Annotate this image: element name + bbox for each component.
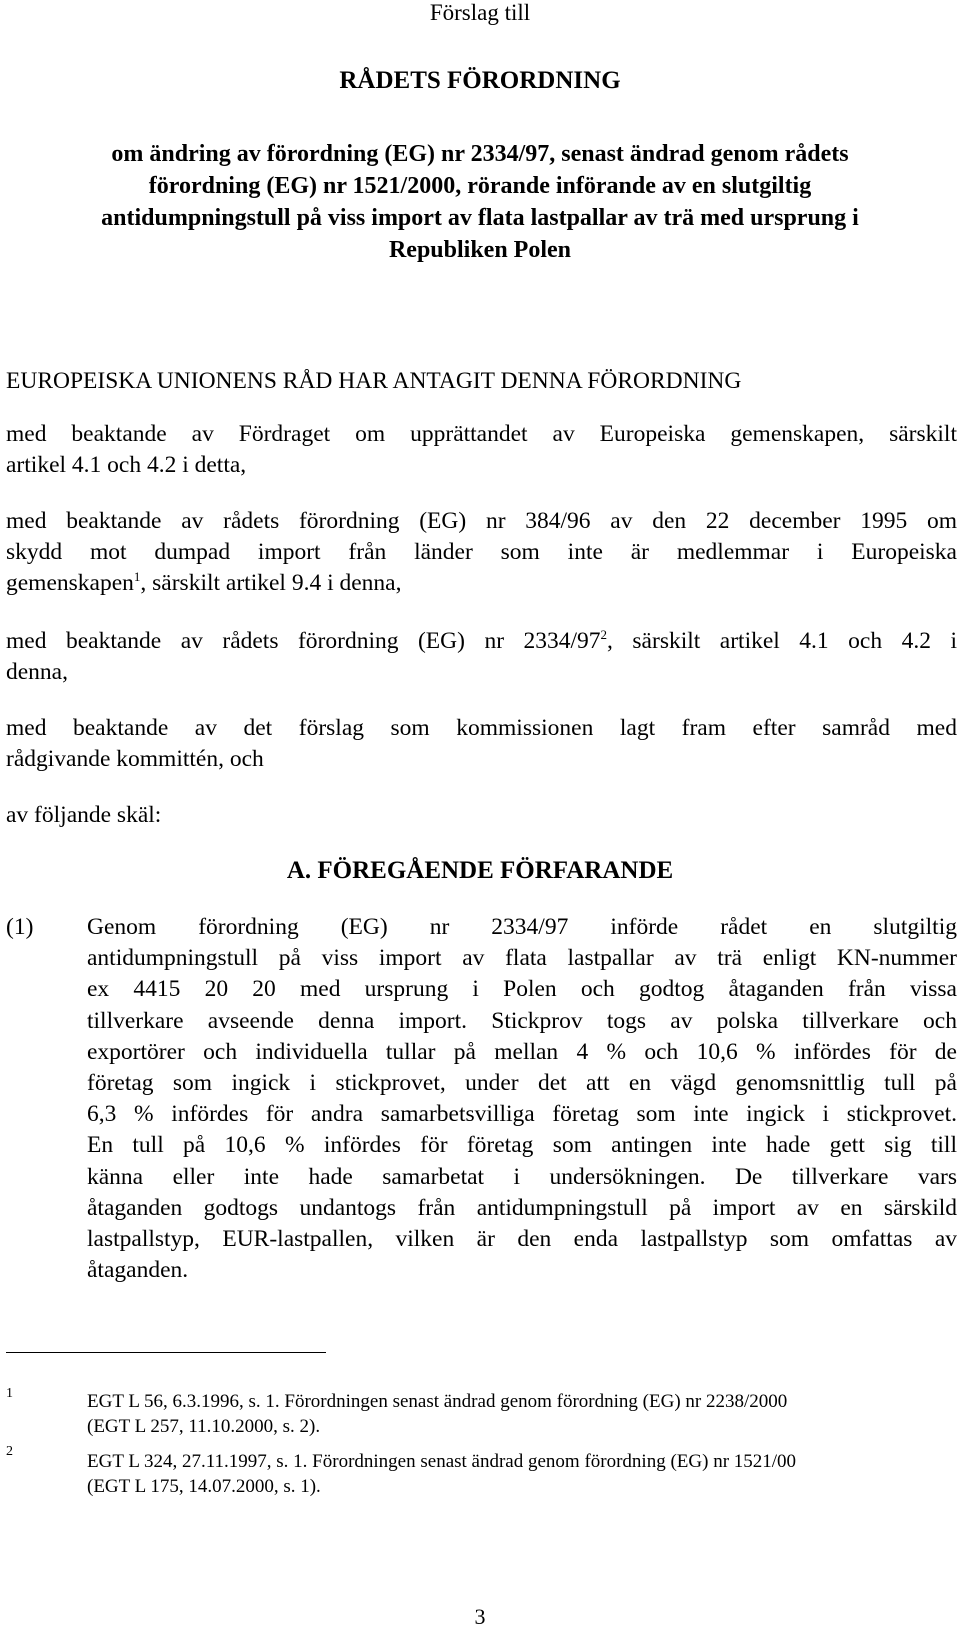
subtitle-line: förordning (EG) nr 1521/2000, rörande införande av en slutgiltig	[148, 173, 812, 199]
subtitle-line: Republiken Polen	[388, 237, 572, 263]
recital-line: ex 4415 20 20 med ursprung i Polen och godtog åtaganden från vissa	[87, 976, 957, 1003]
recital-line: tillverkare avseende denna import. Stickprov togs av polska tillverkare och	[87, 1007, 957, 1034]
citation-text: gemenskapen	[6, 570, 134, 596]
recital-line: exportörer och individuella tullar på mellan 4 % och 10,6 % infördes för de	[87, 1038, 957, 1065]
citation-text: , särskilt artikel 4.1 och 4.2 i	[607, 628, 957, 654]
recital-text	[87, 912, 957, 1286]
citation-line: denna,	[6, 659, 68, 685]
recital-line: antidumpningstull på viss import av flata lastpallar av trä enligt KN-nummer	[87, 945, 957, 972]
citation-basic-regulation	[6, 506, 957, 599]
citation-line: rådgivande kommittén, och	[6, 746, 264, 772]
footnote-number: 2	[6, 1444, 13, 1459]
footnote-line: (EGT L 257, 11.10.2000, s. 2).	[87, 1416, 321, 1437]
citation-line: artikel 4.1 och 4.2 i detta,	[6, 452, 247, 478]
recital-line: lastpallstyp, EUR-lastpallen, vilken är den enda lastpallstyp som omfattas av	[87, 1226, 957, 1253]
recital-line: åtaganden.	[87, 1257, 189, 1284]
recital-line: 6,3 % infördes för andra samarbetsvilliga företag som inte ingick i stickprovet.	[87, 1101, 957, 1128]
section-heading: A. FÖREGÅENDE FÖRFARANDE	[286, 857, 674, 884]
recital-line: företag som ingick i stickprovet, under det att en vägd genomsnittlig tull på	[87, 1070, 957, 1097]
footnote-separator	[6, 1352, 326, 1353]
subtitle-line: antidumpningstull på viss import av flata lastpallar av trä med ursprung i	[101, 205, 859, 231]
footnote-text	[87, 1449, 957, 1499]
citation-line	[6, 568, 957, 599]
subtitle-line: om ändring av förordning (EG) nr 2334/97, senast ändrad genom rådets	[111, 141, 849, 167]
recital-line: Genom förordning (EG) nr 2334/97 införde rådet en slutgiltig	[87, 914, 957, 940]
recital-line: En tull på 10,6 % infördes för företag som antingen inte hade gett sig till	[87, 1132, 957, 1159]
regulation-subtitle	[40, 138, 920, 266]
recital-number: (1)	[6, 914, 34, 940]
citation-text: med beaktande av rådets förordning (EG) nr 2334/97	[6, 628, 601, 654]
footnote-line: EGT L 324, 27.11.1997, s. 1. Förordningen senast ändrad genom förordning (EG) nr 1521/00	[87, 1451, 797, 1472]
regulation-title: RÅDETS FÖRORDNING	[339, 67, 621, 94]
footnote-number: 1	[6, 1386, 13, 1401]
enacting-formula: EUROPEISKA UNIONENS RÅD HAR ANTAGIT DENNA FÖRORDNING	[6, 368, 742, 394]
citation-line	[6, 626, 957, 657]
citation-line: med beaktande av rådets förordning (EG) nr 384/96 av den 22 december 1995 om	[6, 508, 957, 534]
footnote-ref[interactable]: 1	[133, 569, 141, 585]
citation-commission-proposal	[6, 713, 957, 775]
citation-line: skydd mot dumpad import från länder som inte är medlemmar i Europeiska	[6, 539, 957, 565]
footnote-text	[87, 1389, 957, 1439]
footnote-line: EGT L 56, 6.3.1996, s. 1. Förordningen senast ändrad genom förordning (EG) nr 2238/2000	[87, 1391, 788, 1412]
page-number: 3	[474, 1604, 486, 1629]
proposal-label: Förslag till	[429, 0, 531, 25]
citation-line: med beaktande av Fördraget om upprättandet av Europeiska gemenskapen, särskilt	[6, 421, 957, 447]
footnote-line: (EGT L 175, 14.07.2000, s. 1).	[87, 1476, 321, 1497]
recital-line: åtaganden godtogs undantogs från antidumpningstull på import av en särskild	[87, 1194, 957, 1221]
recital-line: känna eller inte hade samarbetat i undersökningen. De tillverkare vars	[87, 1163, 957, 1190]
footnote-ref[interactable]: 2	[600, 627, 608, 643]
reasons-intro: av följande skäl:	[6, 802, 162, 828]
citation-text: , särskilt artikel 9.4 i denna,	[140, 570, 402, 596]
citation-treaty	[6, 419, 957, 481]
citation-line: med beaktande av det förslag som kommissionen lagt fram efter samråd med	[6, 715, 957, 741]
citation-amended-regulation	[6, 626, 957, 688]
